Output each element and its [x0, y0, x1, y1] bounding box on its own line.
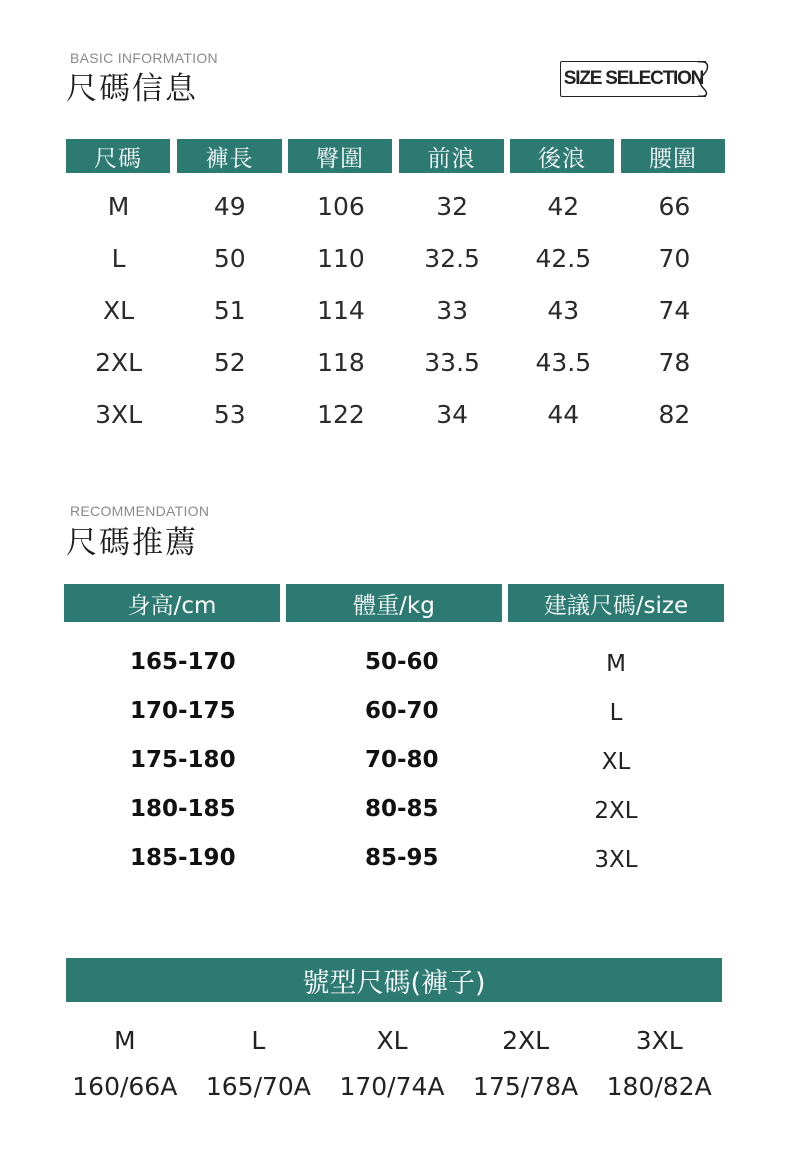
table-cell: 165/70A: [205, 1072, 311, 1101]
table-cell: L: [111, 243, 126, 273]
table-cell: 53: [213, 399, 246, 429]
list-item: 3XL: [594, 847, 638, 873]
recommend-eyebrow: RECOMMENDATION: [70, 503, 210, 519]
table-cell: 180/82A: [606, 1072, 712, 1101]
list-item: 60-70: [365, 698, 439, 724]
table-cell: 175/78A: [473, 1072, 579, 1101]
basic-title: 尺碼信息: [66, 71, 198, 107]
height-column: [130, 638, 236, 883]
table-cell: 2XL: [502, 1026, 550, 1055]
list-item: 170-175: [130, 698, 236, 724]
table-row: [58, 1072, 726, 1101]
table-row: [63, 336, 730, 388]
table-cell: 170/74A: [339, 1072, 445, 1101]
table-cell: 74: [658, 295, 691, 325]
size-selection-tag: [560, 61, 706, 97]
table-cell: 160/66A: [72, 1072, 178, 1101]
table-cell: M: [114, 1026, 136, 1055]
header-cell: 建議尺碼/size: [508, 584, 724, 622]
table-cell: 3XL: [635, 1026, 683, 1055]
table-cell: 78: [658, 347, 691, 377]
recommend-title: 尺碼推薦: [66, 525, 198, 561]
table-cell: 32: [436, 191, 468, 221]
header-cell: 後浪: [510, 139, 614, 173]
table-cell: 43.5: [535, 347, 592, 377]
model-size-title: 號型尺碼(褲子): [302, 967, 486, 999]
list-item: 175-180: [130, 747, 236, 773]
size-column: [566, 640, 666, 885]
table-cell: 33.5: [424, 347, 480, 377]
table-cell: 51: [213, 295, 246, 325]
table-cell: L: [251, 1026, 266, 1055]
header-cell: 腰圍: [621, 139, 725, 173]
table-cell: 44: [547, 399, 580, 429]
table-cell: 52: [213, 347, 246, 377]
table-cell: 33: [436, 295, 468, 325]
weight-column: [365, 638, 439, 883]
list-item: 165-170: [130, 649, 236, 675]
size-selection-label: SIZE SELECTION: [563, 68, 704, 89]
table-cell: 2XL: [95, 347, 143, 377]
header-cell: 前浪: [399, 139, 504, 173]
table-cell: 42: [547, 191, 580, 221]
list-item: 85-95: [365, 845, 439, 871]
table-row: [63, 284, 730, 336]
table-cell: 70: [658, 243, 691, 273]
table-cell: 50: [213, 243, 246, 273]
table-row: [58, 1026, 726, 1055]
table-cell: 43: [547, 295, 580, 325]
header-cell: 褲長: [177, 139, 282, 173]
table-cell: XL: [376, 1026, 408, 1055]
model-size-banner: [66, 958, 722, 1002]
basic-eyebrow: BASIC INFORMATION: [70, 50, 218, 66]
table-cell: 32.5: [424, 243, 480, 273]
table-cell: 82: [658, 399, 691, 429]
table-cell: 110: [317, 243, 365, 273]
list-item: M: [606, 651, 626, 677]
list-item: 2XL: [594, 798, 638, 824]
table-cell: 3XL: [95, 399, 143, 429]
table-cell: 114: [317, 295, 365, 325]
header-cell: 尺碼: [66, 139, 170, 173]
header-cell: 臀圍: [288, 139, 392, 173]
header-cell: 身高/cm: [64, 584, 280, 622]
list-item: L: [609, 700, 623, 726]
table-cell: M: [107, 191, 130, 221]
table-cell: 118: [317, 347, 365, 377]
table-cell: XL: [103, 295, 135, 325]
list-item: 70-80: [365, 747, 439, 773]
list-item: 180-185: [130, 796, 236, 822]
table-cell: 106: [317, 191, 365, 221]
list-item: 185-190: [130, 845, 236, 871]
header-cell: 體重/kg: [286, 584, 502, 622]
table-cell: 66: [658, 191, 691, 221]
table-cell: 122: [317, 399, 365, 429]
table-cell: 42.5: [535, 243, 592, 273]
table-cell: 49: [213, 191, 246, 221]
tag-wave-edge-icon: [698, 61, 710, 97]
list-item: XL: [601, 749, 631, 775]
table-cell: 34: [436, 399, 468, 429]
list-item: 80-85: [365, 796, 439, 822]
table-row: [63, 232, 730, 284]
table-row: [63, 180, 730, 232]
list-item: 50-60: [365, 649, 439, 675]
table-row: [63, 388, 730, 440]
